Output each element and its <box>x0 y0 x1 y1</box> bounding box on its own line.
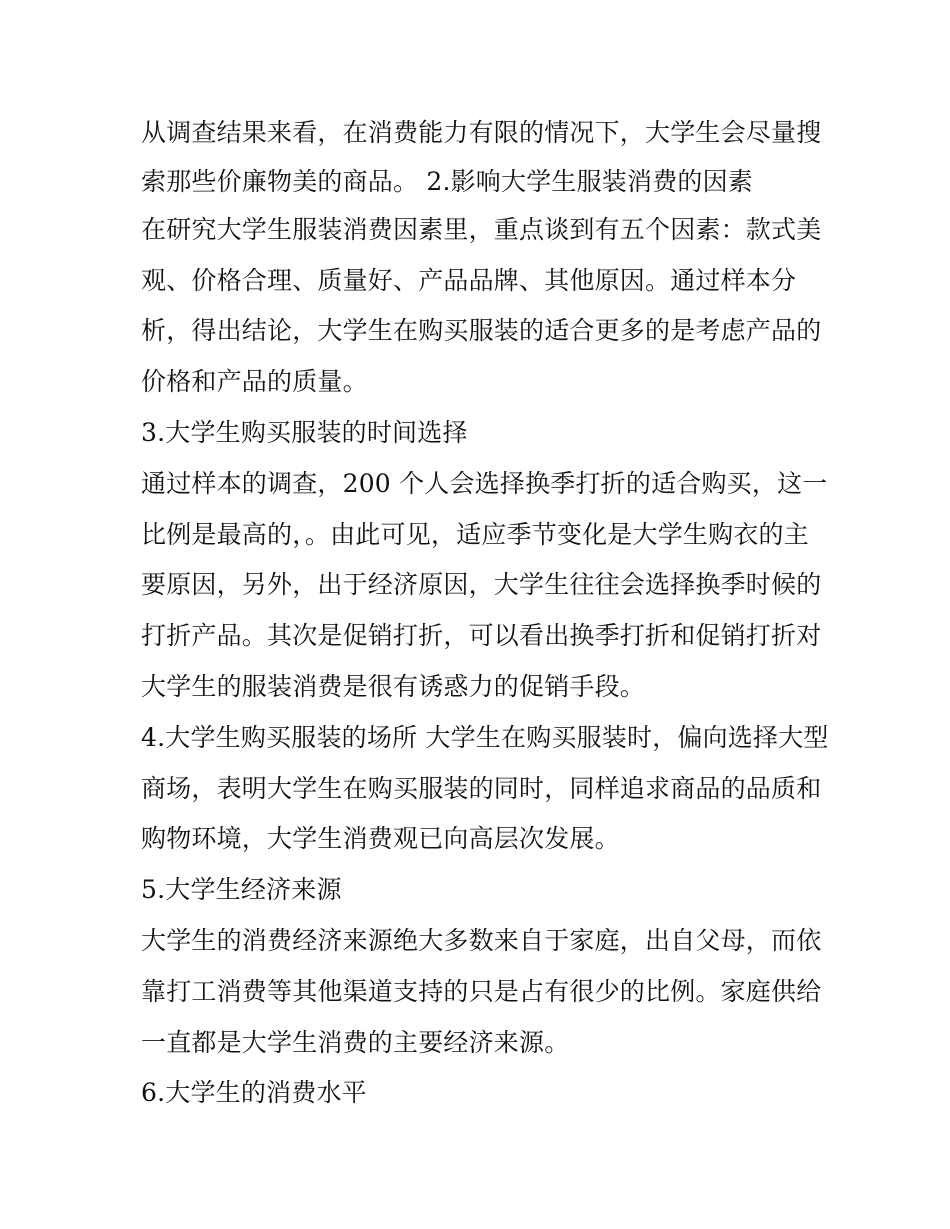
section-heading: 5.大学生经济来源 <box>141 875 342 905</box>
text-line: 从调查结果来看，在消费能力有限的情况下，大学生会尽量搜 <box>141 118 822 147</box>
text-line: 购物环境，大学生消费观已向高层次发展。 <box>141 824 620 854</box>
body-text <box>141 108 829 1119</box>
section-heading: 3.大学生购买服装的时间选择 <box>141 417 468 447</box>
text-line: 大学生的服装消费是很有诱惑力的促销手段。 <box>141 671 646 701</box>
text-line: 析，得出结论，大学生在购买服装的适合更多的是考虑产品的 <box>141 316 822 346</box>
text-line: 大学生的消费经济来源绝大多数来自于家庭，出自父母，而依 <box>141 925 822 955</box>
text-line: 一直都是大学生消费的主要经济来源。 <box>141 1027 570 1057</box>
text-line: 要原因，另外，出于经济原因，大学生往往会选择换季时候的 <box>141 570 822 600</box>
text-line: 价格和产品的质量。 <box>141 367 368 397</box>
text-line: 打折产品。其次是促销打折，可以看出换季打折和促销打折对 <box>141 621 822 651</box>
text-line: 靠打工消费等其他渠道支持的只是占有很少的比例。家庭供给 <box>141 976 822 1006</box>
text-line: 商场，表明大学生在购买服装的同时，同样追求商品的品质和 <box>141 773 822 803</box>
text-line: 索那些价廉物美的商品。 2.影响大学生服装消费的因素 <box>141 166 754 196</box>
text-line: 在研究大学生服装消费因素里，重点谈到有五个因素：款式美 <box>141 214 822 244</box>
text-line: 4.大学生购买服装的场所 大学生在购买服装时，偏向选择大型 <box>141 722 829 752</box>
section-heading: 6.大学生的消费水平 <box>141 1078 367 1108</box>
text-line: 观、价格合理、质量好、产品品牌、其他原因。通过样本分 <box>141 265 797 295</box>
text-line: 通过样本的调查，200 个人会选择换季打折的适合购买，这一 <box>141 468 828 498</box>
text-line: 比例是最高的，。由此可见，适应季节变化是大学生购衣的主 <box>141 519 809 549</box>
